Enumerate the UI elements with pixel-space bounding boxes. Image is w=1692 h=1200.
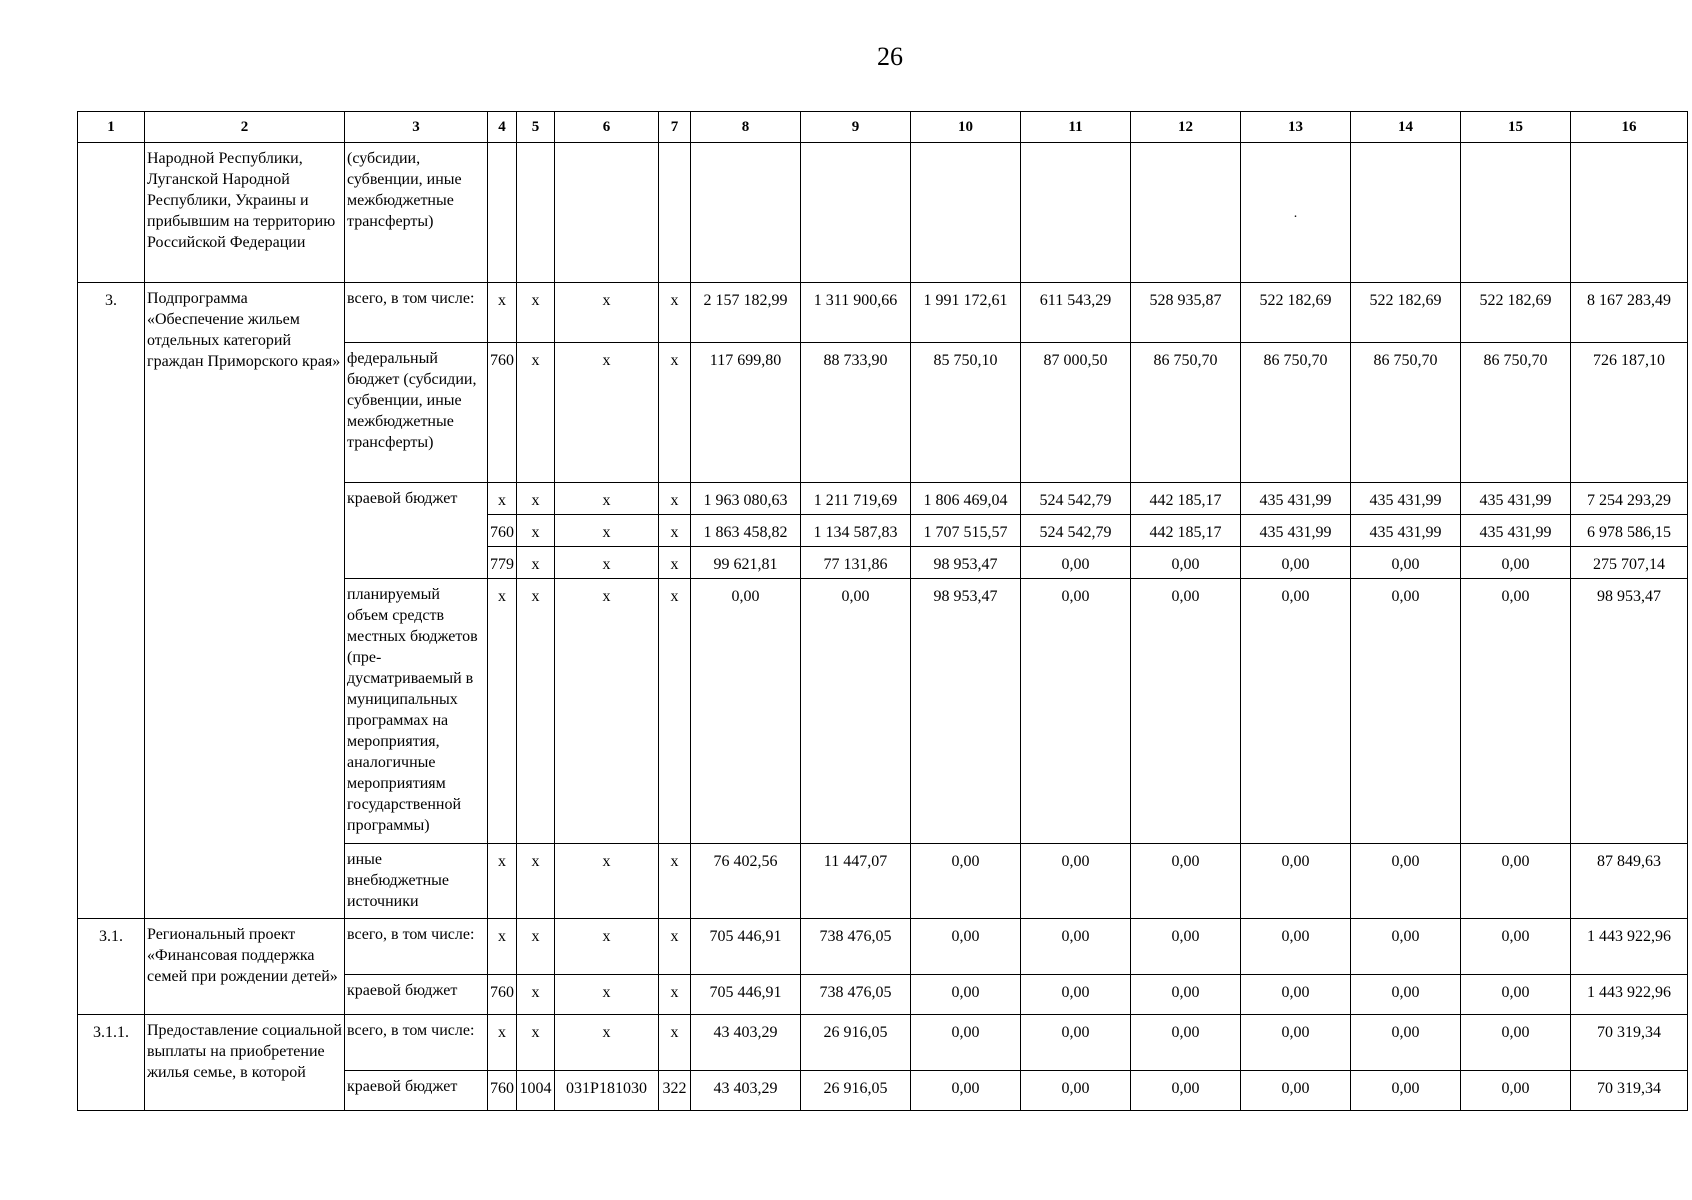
code-cell: x — [488, 579, 517, 844]
code-cell: 760 — [488, 343, 517, 483]
column-header: 16 — [1571, 112, 1688, 143]
amount-cell: 99 621,81 — [691, 547, 801, 579]
amount-cell: 1 863 458,82 — [691, 515, 801, 547]
row-number-cell — [78, 143, 145, 283]
amount-cell: 6 978 586,15 — [1571, 515, 1688, 547]
amount-cell: 0,00 — [1461, 547, 1571, 579]
code-cell: x — [659, 283, 691, 343]
code-cell: 1004 — [517, 1071, 555, 1111]
column-header: 2 — [145, 112, 345, 143]
column-header: 7 — [659, 112, 691, 143]
table-row — [78, 283, 1688, 343]
code-cell: x — [517, 547, 555, 579]
code-cell: x — [659, 579, 691, 844]
amount-cell: 524 542,79 — [1021, 483, 1131, 515]
amount-cell: 528 935,87 — [1131, 283, 1241, 343]
amount-cell: 26 916,05 — [801, 1015, 911, 1071]
code-cell: x — [517, 844, 555, 919]
code-cell: x — [488, 919, 517, 975]
amount-cell: 0,00 — [1461, 579, 1571, 844]
amount-cell: 86 750,70 — [1351, 343, 1461, 483]
column-header: 10 — [911, 112, 1021, 143]
amount-cell: 0,00 — [1461, 844, 1571, 919]
amount-cell: 0,00 — [1021, 919, 1131, 975]
code-cell: x — [659, 547, 691, 579]
code-cell: x — [517, 919, 555, 975]
column-header: 6 — [555, 112, 659, 143]
code-cell: x — [555, 579, 659, 844]
source-cell: федеральный бюджет (субсидии, субвенции, иные межбюджетные трансферты) — [345, 343, 488, 483]
source-cell: всего, в том числе: — [345, 283, 488, 343]
amount-cell: 0,00 — [1131, 579, 1241, 844]
amount-cell: 98 953,47 — [911, 547, 1021, 579]
column-header: 8 — [691, 112, 801, 143]
code-cell: x — [555, 515, 659, 547]
amount-cell: 0,00 — [911, 919, 1021, 975]
amount-cell: 705 446,91 — [691, 975, 801, 1015]
amount-cell: 0,00 — [1021, 579, 1131, 844]
amount-cell: 0,00 — [1131, 547, 1241, 579]
code-cell: x — [659, 515, 691, 547]
amount-cell: 0,00 — [1131, 919, 1241, 975]
amount-cell: 0,00 — [1241, 547, 1351, 579]
code-cell: x — [517, 975, 555, 1015]
amount-cell: 43 403,29 — [691, 1015, 801, 1071]
amount-cell: 522 182,69 — [1241, 283, 1351, 343]
code-cell: x — [517, 343, 555, 483]
amount-cell: 705 446,91 — [691, 919, 801, 975]
item-name-cell: Предоставление социальной выплаты на приобретение жилья семье, в которой — [145, 1015, 345, 1111]
amount-cell: 435 431,99 — [1241, 483, 1351, 515]
amount-cell: 1 211 719,69 — [801, 483, 911, 515]
amount-cell: 7 254 293,29 — [1571, 483, 1688, 515]
table-row — [78, 1015, 1688, 1071]
code-cell: x — [659, 844, 691, 919]
amount-cell: 738 476,05 — [801, 919, 911, 975]
code-cell: x — [517, 579, 555, 844]
page-number: 26 — [877, 42, 903, 71]
column-header: 12 — [1131, 112, 1241, 143]
source-cell: краевой бюджет — [345, 483, 488, 579]
amount-cell: 43 403,29 — [691, 1071, 801, 1111]
amount-cell: 442 185,17 — [1131, 483, 1241, 515]
amount-cell: 0,00 — [1241, 844, 1351, 919]
amount-cell: 8 167 283,49 — [1571, 283, 1688, 343]
amount-cell: 0,00 — [801, 579, 911, 844]
amount-cell: 0,00 — [1351, 844, 1461, 919]
code-cell: x — [659, 343, 691, 483]
code-cell: 760 — [488, 515, 517, 547]
table-row — [78, 919, 1688, 975]
code-cell: x — [488, 483, 517, 515]
amount-cell: 98 953,47 — [1571, 579, 1688, 844]
amount-cell: 0,00 — [1131, 1015, 1241, 1071]
source-cell: краевой бюджет — [345, 975, 488, 1015]
amount-cell: 0,00 — [1021, 547, 1131, 579]
amount-cell: 0,00 — [911, 844, 1021, 919]
code-cell: x — [659, 1015, 691, 1071]
row-number-cell: 3.1.1. — [78, 1015, 145, 1111]
amount-cell: 0,00 — [1351, 1071, 1461, 1111]
header-row — [78, 112, 1688, 143]
amount-cell: 611 543,29 — [1021, 283, 1131, 343]
code-cell: 031P181030 — [555, 1071, 659, 1111]
item-name-cell: Региональный проект «Финансовая поддержка семей при рождении детей» — [145, 919, 345, 1015]
stray-mark: . — [1293, 206, 1298, 221]
code-cell: x — [555, 547, 659, 579]
amount-cell: 0,00 — [911, 1015, 1021, 1071]
code-cell: x — [555, 844, 659, 919]
amount-cell: 0,00 — [1351, 975, 1461, 1015]
amount-cell: 0,00 — [1241, 579, 1351, 844]
amount-cell: 70 319,34 — [1571, 1015, 1688, 1071]
item-name-cell: Народной Республики, Луганской Народной Республики, Украины и прибывшим на территорию Российской Федерации — [145, 143, 345, 283]
amount-cell: 0,00 — [1461, 975, 1571, 1015]
budget-table — [77, 111, 1688, 1111]
source-cell: всего, в том числе: — [345, 919, 488, 975]
amount-cell: 85 750,10 — [911, 343, 1021, 483]
row-number-cell: 3. — [78, 283, 145, 919]
amount-cell: 435 431,99 — [1461, 483, 1571, 515]
column-header: 4 — [488, 112, 517, 143]
source-cell: иные внебюджетные источники — [345, 844, 488, 919]
amount-cell: 86 750,70 — [1461, 343, 1571, 483]
amount-cell: 0,00 — [1021, 1071, 1131, 1111]
amount-cell: 70 319,34 — [1571, 1071, 1688, 1111]
amount-cell: 522 182,69 — [1461, 283, 1571, 343]
amount-cell: 522 182,69 — [1351, 283, 1461, 343]
amount-cell: 435 431,99 — [1351, 515, 1461, 547]
amount-cell: 1 443 922,96 — [1571, 919, 1688, 975]
amount-cell: 1 991 172,61 — [911, 283, 1021, 343]
amount-cell: 2 157 182,99 — [691, 283, 801, 343]
column-header: 3 — [345, 112, 488, 143]
amount-cell: 76 402,56 — [691, 844, 801, 919]
source-cell: всего, в том числе: — [345, 1015, 488, 1071]
amount-cell: 442 185,17 — [1131, 515, 1241, 547]
amount-cell: 0,00 — [911, 1071, 1021, 1111]
amount-cell: 738 476,05 — [801, 975, 911, 1015]
column-header: 5 — [517, 112, 555, 143]
amount-cell: 0,00 — [1241, 1015, 1351, 1071]
table-row — [78, 143, 1688, 283]
column-header: 14 — [1351, 112, 1461, 143]
amount-cell: 86 750,70 — [1131, 343, 1241, 483]
code-cell: 322 — [659, 1071, 691, 1111]
amount-cell: 0,00 — [1351, 547, 1461, 579]
code-cell: x — [488, 283, 517, 343]
amount-cell: 86 750,70 — [1241, 343, 1351, 483]
amount-cell: 0,00 — [1351, 579, 1461, 844]
code-cell: x — [659, 483, 691, 515]
amount-cell: 77 131,86 — [801, 547, 911, 579]
amount-cell: 0,00 — [1241, 919, 1351, 975]
amount-cell: 0,00 — [1021, 975, 1131, 1015]
source-cell: (субсидии, субвенции, иные межбюджетные трансферты) — [345, 143, 488, 283]
amount-cell: 0,00 — [1461, 1015, 1571, 1071]
column-header: 15 — [1461, 112, 1571, 143]
row-number-cell: 3.1. — [78, 919, 145, 1015]
amount-cell: 0,00 — [1351, 919, 1461, 975]
code-cell: x — [659, 919, 691, 975]
amount-cell: 11 447,07 — [801, 844, 911, 919]
code-cell: x — [488, 1015, 517, 1071]
code-cell: 779 — [488, 547, 517, 579]
amount-cell: 524 542,79 — [1021, 515, 1131, 547]
amount-cell: 26 916,05 — [801, 1071, 911, 1111]
amount-cell: 0,00 — [1461, 919, 1571, 975]
code-cell: x — [517, 515, 555, 547]
amount-cell: 435 431,99 — [1241, 515, 1351, 547]
code-cell: 760 — [488, 975, 517, 1015]
amount-cell: 0,00 — [1241, 975, 1351, 1015]
column-header: 13 — [1241, 112, 1351, 143]
amount-cell: 0,00 — [1241, 1071, 1351, 1111]
code-cell: x — [555, 283, 659, 343]
amount-cell: 0,00 — [691, 579, 801, 844]
code-cell: x — [555, 975, 659, 1015]
amount-cell: 0,00 — [1021, 1015, 1131, 1071]
amount-cell: 275 707,14 — [1571, 547, 1688, 579]
amount-cell: 1 963 080,63 — [691, 483, 801, 515]
code-cell: x — [555, 343, 659, 483]
amount-cell: 1 134 587,83 — [801, 515, 911, 547]
code-cell: x — [517, 483, 555, 515]
column-header: 1 — [78, 112, 145, 143]
amount-cell: 87 849,63 — [1571, 844, 1688, 919]
amount-cell: 87 000,50 — [1021, 343, 1131, 483]
column-header: 11 — [1021, 112, 1131, 143]
code-cell: x — [517, 1015, 555, 1071]
code-cell: x — [488, 844, 517, 919]
amount-cell: 98 953,47 — [911, 579, 1021, 844]
code-cell: x — [555, 1015, 659, 1071]
code-cell: x — [659, 975, 691, 1015]
code-cell: x — [517, 283, 555, 343]
code-cell: x — [555, 483, 659, 515]
amount-cell: 726 187,10 — [1571, 343, 1688, 483]
amount-cell: 1 311 900,66 — [801, 283, 911, 343]
amount-cell: 117 699,80 — [691, 343, 801, 483]
amount-cell: 0,00 — [1021, 844, 1131, 919]
amount-cell: 0,00 — [1131, 844, 1241, 919]
amount-cell: 0,00 — [1131, 975, 1241, 1015]
amount-cell: 435 431,99 — [1461, 515, 1571, 547]
amount-cell: 0,00 — [1461, 1071, 1571, 1111]
code-cell: x — [555, 919, 659, 975]
amount-cell: 0,00 — [1351, 1015, 1461, 1071]
amount-cell: 88 733,90 — [801, 343, 911, 483]
amount-cell: 1 443 922,96 — [1571, 975, 1688, 1015]
source-cell: краевой бюджет — [345, 1071, 488, 1111]
code-cell: 760 — [488, 1071, 517, 1111]
amount-cell: 0,00 — [911, 975, 1021, 1015]
amount-cell: 1 707 515,57 — [911, 515, 1021, 547]
item-name-cell: Подпрограмма «Обеспечение жильем отдельных категорий граждан Приморского края» — [145, 283, 345, 919]
source-cell: планируемый объем средств местных бюджетов (пре-дусматриваемый в муниципальных программах на мероприятия, аналогичные мероприятиям государственной программы) — [345, 579, 488, 844]
amount-cell: 1 806 469,04 — [911, 483, 1021, 515]
column-header: 9 — [801, 112, 911, 143]
amount-cell: 435 431,99 — [1351, 483, 1461, 515]
amount-cell: 0,00 — [1131, 1071, 1241, 1111]
